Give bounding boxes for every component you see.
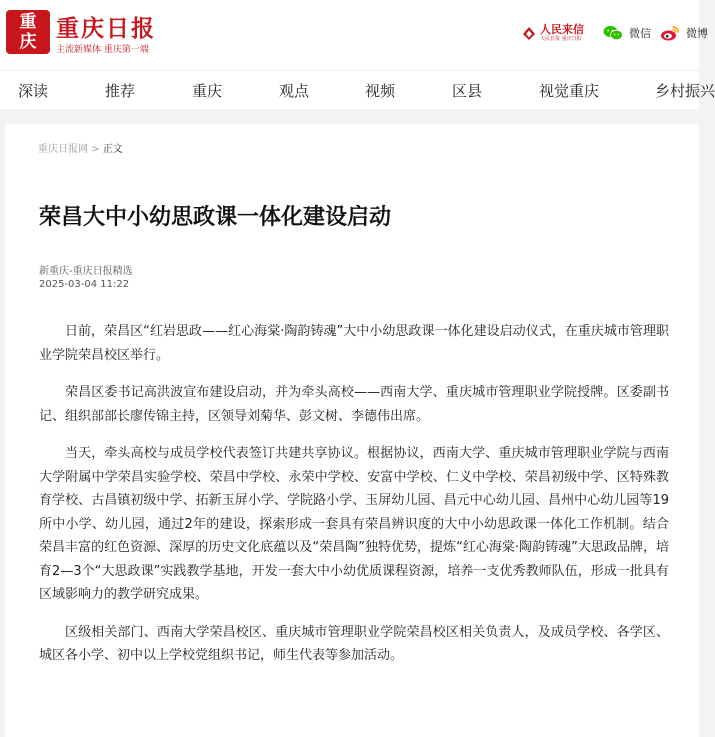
wechat-icon [603, 25, 623, 41]
nav-item-tuijian[interactable]: 推荐 [105, 82, 136, 100]
breadcrumb-separator: > [88, 144, 103, 155]
laixin-link[interactable] [521, 23, 584, 43]
logo-slogan: 主流新媒体 重庆第一端 [56, 45, 149, 55]
article-paragraph: 当天，牵头高校与成员学校代表签订共建共享协议。根据协议，西南大学、重庆城市管理职业学院与西南大学附属中学荣昌实验学校、荣昌中学校、永荣中学校、安富中学校、仁义中学校、荣昌初级中学、区特殊教育学校、古昌镇初级中学、拓新玉屏小学、学院路小学、玉屏幼儿园、昌元中心幼儿园、昌州中心幼儿园等19所中小学、幼儿园，通过2年的建设，探索形成一套具有荣昌辨识度的大中小幼思政课一体化工作机制。结合荣昌丰富的红色资源、深厚的历史文化底蕴以及“荣昌陶”独特优势，提炼“红心海棠·陶韵铸魂”大思政品牌，培育2—3个“大思政课”实践教学基地，开发一套大中小幼优质课程资源，培养一支优秀教师队伍，形成一批具有区域影响力的教学研究成果。 [39, 446, 669, 602]
breadcrumb-home-link[interactable]: 重庆日报网 [38, 144, 88, 155]
article-paragraph: 荣昌区委书记高洪波宣布建设启动，并为牵头高校——西南大学、重庆城市管理职业学院授牌。区委副书记、组织部部长廖传锦主持，区领导刘菊华、彭文树、李德伟出席。 [39, 385, 669, 424]
nav-item-xiangcun-zhenxing[interactable]: 乡村振兴 [655, 82, 715, 100]
main-nav [0, 70, 715, 109]
article-time: 2025-03-04 11:22 [39, 279, 130, 290]
article-body [39, 320, 669, 682]
logo-seal-char-1: 重 [19, 12, 37, 32]
nav-item-quxian[interactable]: 区县 [452, 82, 483, 100]
logo-seal-char-2: 庆 [19, 32, 37, 52]
wechat-label: 微信 [629, 27, 651, 40]
weibo-label: 微博 [686, 27, 708, 40]
nav-item-chongqing[interactable]: 重庆 [192, 82, 223, 100]
article-card [5, 124, 699, 737]
nav-item-guandian[interactable]: 观点 [279, 82, 310, 100]
weibo-link[interactable] [660, 25, 708, 41]
laixin-title: 人民来信 [540, 23, 584, 36]
logo-name[interactable]: 重庆日报 [56, 15, 156, 42]
article-source: 新重庆-重庆日报精选 [39, 266, 133, 277]
logo-seal[interactable] [6, 10, 50, 54]
article-title: 荣昌大中小幼思政课一体化建设启动 [39, 205, 392, 230]
breadcrumb [38, 140, 123, 155]
laixin-subtitle: 人民日报 重庆日报 [540, 36, 582, 42]
wechat-link[interactable] [603, 25, 651, 41]
site-header [0, 0, 708, 70]
weibo-icon [660, 25, 680, 41]
nav-item-shendu[interactable]: 深读 [18, 82, 49, 100]
article-paragraph: 日前，荣昌区“红岩思政——红心海棠·陶韵铸魂”大中小幼思政课一体化建设启动仪式，在重庆城市管理职业学院荣昌校区举行。 [39, 324, 669, 363]
nav-item-shijue-chongqing[interactable]: 视觉重庆 [539, 82, 600, 100]
article-paragraph: 区级相关部门、西南大学荣昌校区、重庆城市管理职业学院荣昌校区相关负责人，及成员学校、各学区、城区各小学、初中以上学校党组织书记，师生代表等参加活动。 [39, 624, 669, 663]
nav-item-shipin[interactable]: 视频 [365, 82, 396, 100]
breadcrumb-current: 正文 [102, 144, 123, 155]
laixin-icon [521, 25, 537, 41]
